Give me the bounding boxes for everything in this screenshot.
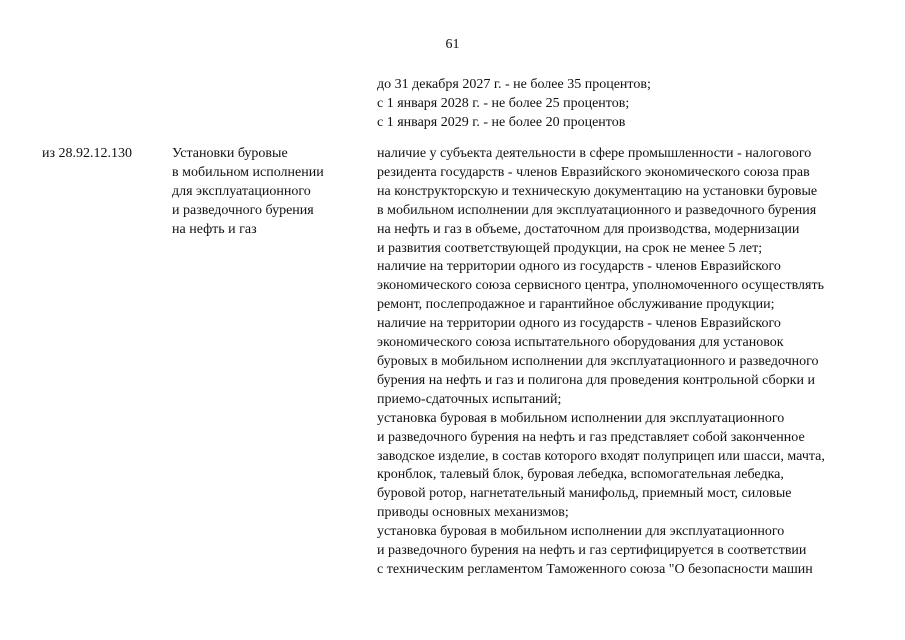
product-name-line: Установки буровые [172,146,288,161]
condition-line: с техническим регламентом Таможенного союза "О безопасности машин [377,561,813,577]
condition-line: ремонт, послепродажное и гарантийное обслуживание продукции; [377,297,775,313]
product-name-cell [172,145,362,240]
condition-line: на нефть и газ в объеме, достаточном для производства, модернизации [377,221,800,237]
condition-line: экономического союза испытательного оборудования для установок [377,335,784,351]
condition-line: приемо-сдаточных испытаний; [377,391,562,407]
condition-line: наличие на территории одного из государств - членов Евразийского [377,259,781,275]
condition-line: и разведочного бурения на нефть и газ сертифицируется в соответствии [377,543,807,559]
product-name-line: в мобильном исполнении [172,164,324,180]
condition-line: бурения на нефть и газ и полигона для проведения контрольной сборки и [377,372,815,388]
continuation-text [377,76,877,133]
product-code-cell [42,145,162,164]
condition-line: заводское изделие, в состав которого входят полуприцеп или шасси, мачта, [377,448,825,464]
condition-line: буровой ротор, нагнетательный манифольд, приемный мост, силовые [377,486,792,502]
condition-line: на конструкторскую и техническую документацию на установки буровые [377,183,818,199]
condition-line: и разведочного бурения на нефть и газ представляет собой законченное [377,429,805,445]
continuation-line: с 1 января 2028 г. - не более 25 процентов; [377,95,630,111]
condition-line: наличие у субъекта деятельности в сфере промышленности - налогового [377,146,812,161]
page-number: 61 [445,37,460,52]
condition-line: установка буровая в мобильном исполнении для эксплуатационного [377,410,785,426]
condition-line: в мобильном исполнении для эксплуатационного и разведочного бурения [377,202,817,218]
continuation-line: до 31 декабря 2027 г. - не более 35 процентов; [377,77,651,92]
product-code: из 28.92.12.130 [42,146,133,161]
condition-line: наличие на территории одного из государств - членов Евразийского [377,316,781,332]
condition-line: экономического союза сервисного центра, уполномоченного осуществлять [377,278,824,294]
condition-line: буровых в мобильном исполнении для эксплуатационного и разведочного [377,353,819,369]
product-name-line: на нефть и газ [172,221,257,237]
product-name-line: и разведочного бурения [172,202,314,218]
product-name-line: для эксплуатационного [172,183,311,199]
condition-line: установка буровая в мобильном исполнении для эксплуатационного [377,524,785,540]
continuation-line: с 1 января 2029 г. - не более 20 процентов [377,114,626,130]
condition-line: приводы основных механизмов; [377,505,569,521]
conditions-cell [377,145,887,580]
condition-line: и развития соответствующей продукции, на срок не менее 5 лет; [377,240,763,256]
condition-line: кронблок, талевый блок, буровая лебедка, вспомогательная лебедка, [377,467,784,483]
condition-line: резидента государств - членов Евразийского экономического союза прав [377,164,810,180]
